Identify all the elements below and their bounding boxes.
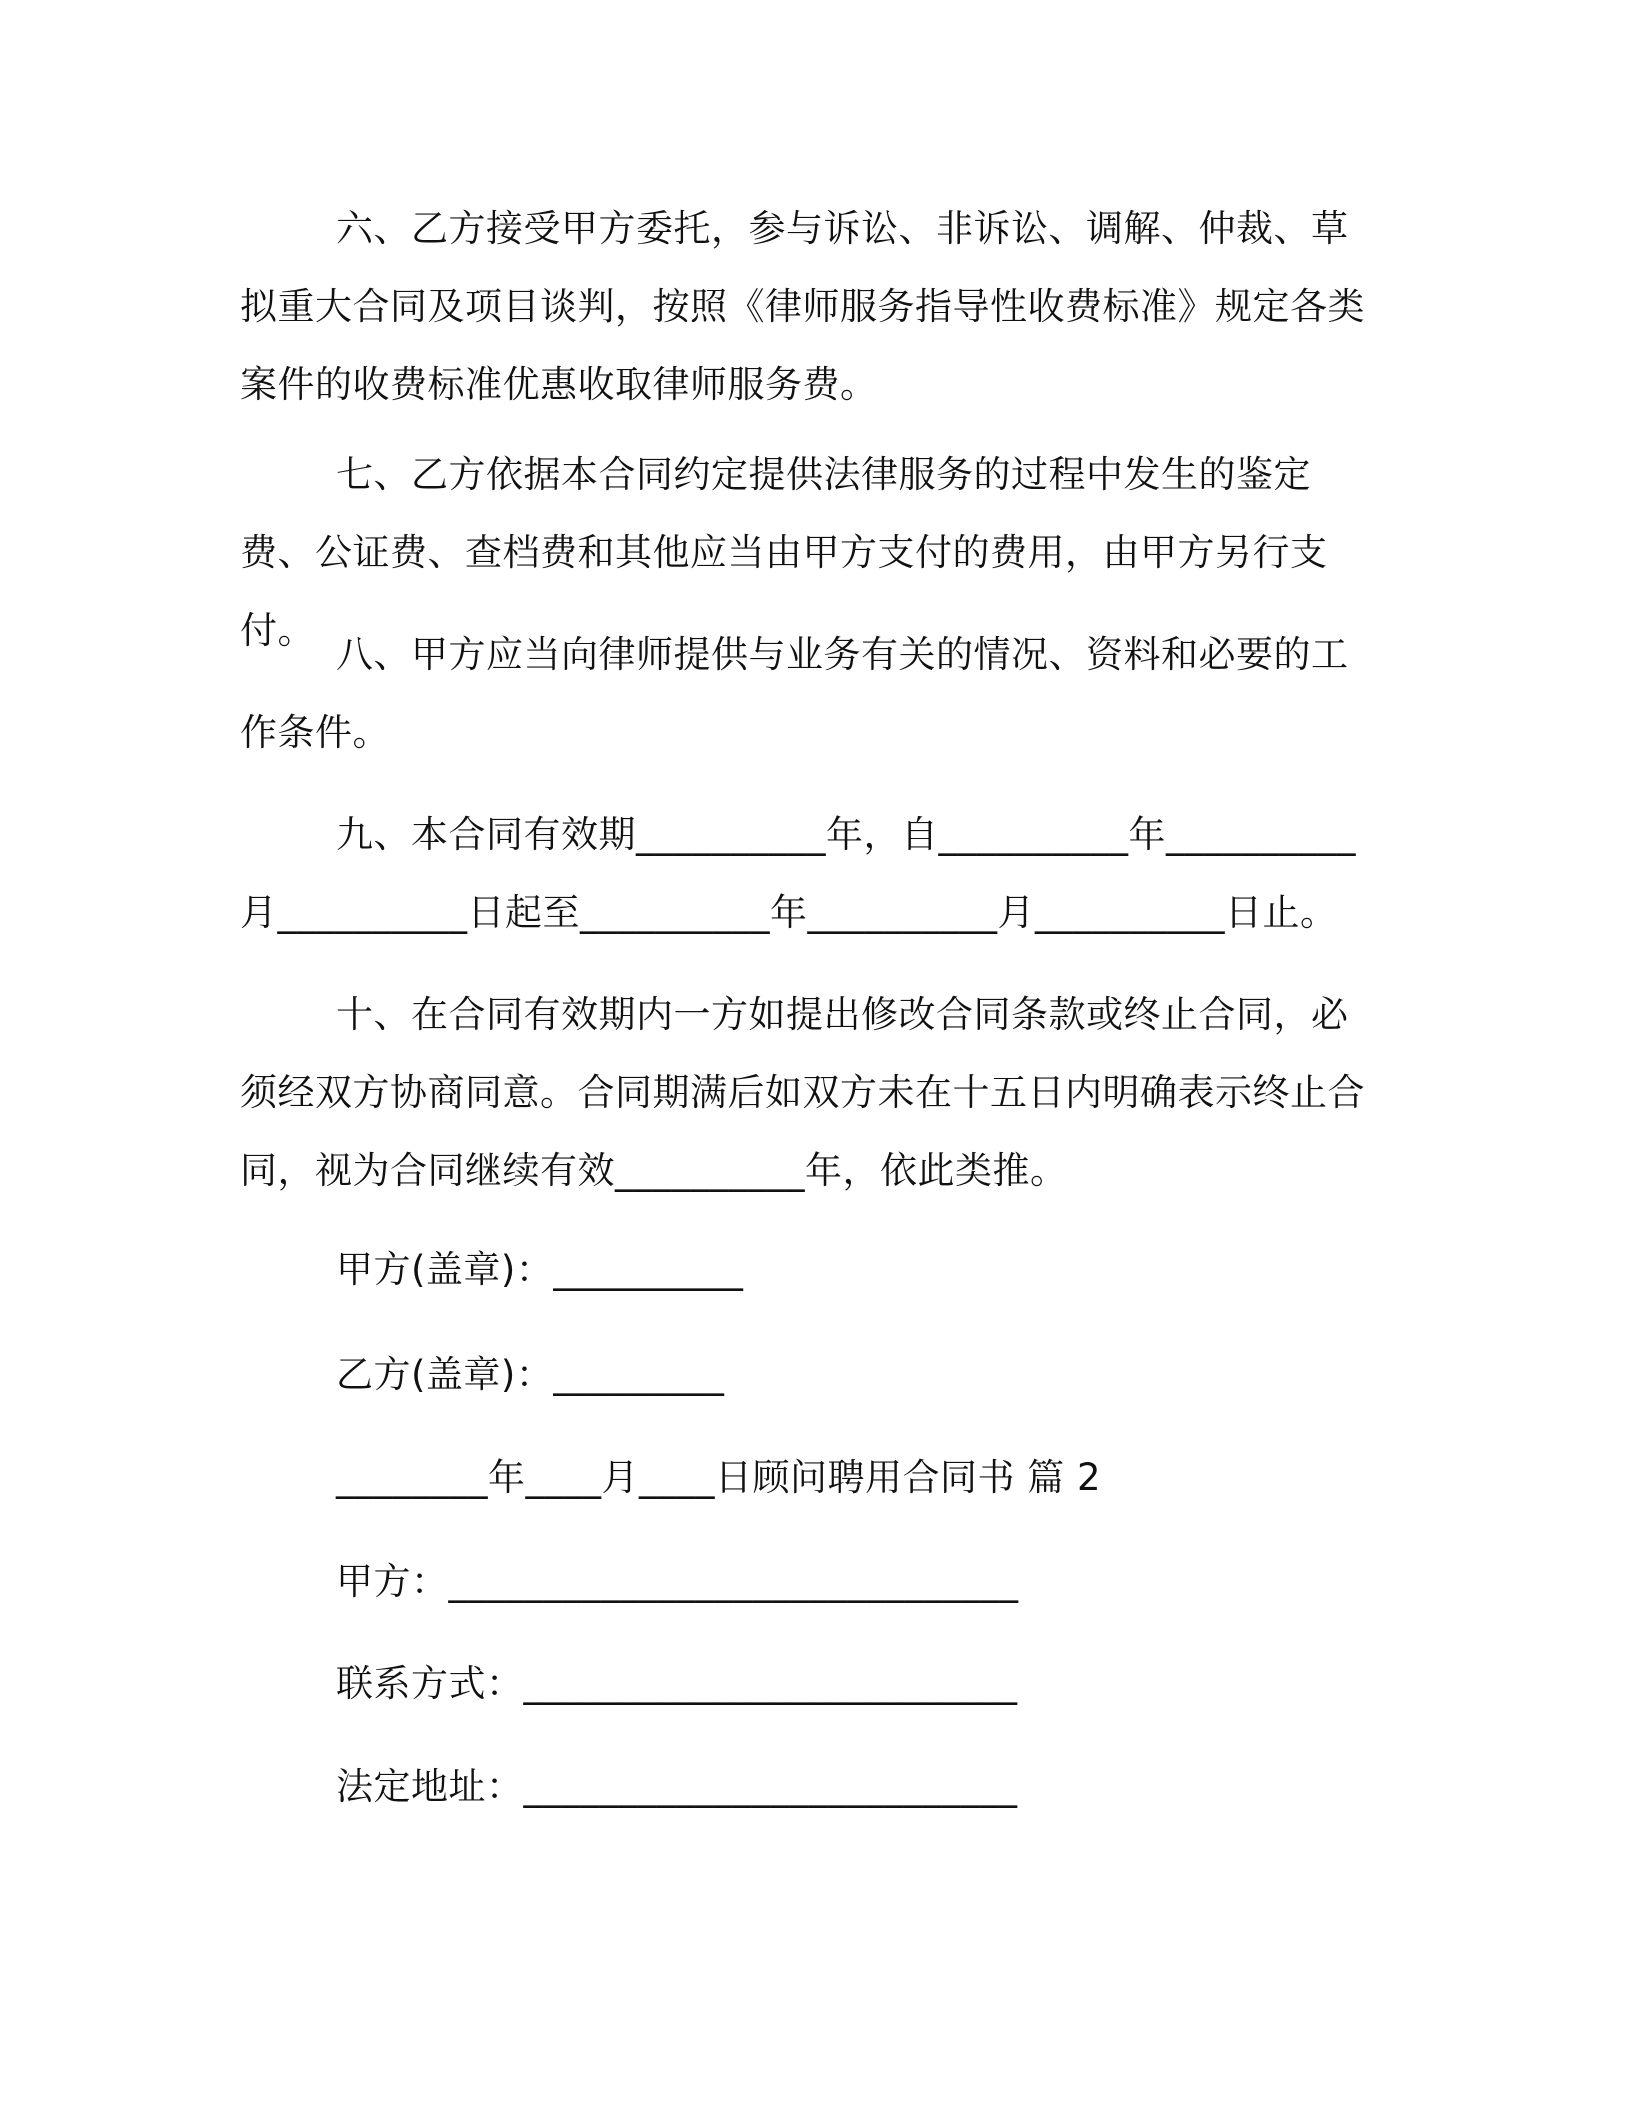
party-a-seal-line: 甲方(盖章)：__________	[336, 1248, 744, 1291]
document-page	[240, 0, 1380, 2112]
clause-ten: 十、在合同有效期内一方如提出修改合同条款或终止合同，必须经双方协商同意。合同期满后如双方未在十五日内明确表示终止合同，视为合同继续有效__________年，依此类推。	[240, 993, 1365, 1192]
clause-seven: 七、乙方依据本合同约定提供法律服务的过程中发生的鉴定费、公证费、查档费和其他应当由甲方支付的费用，由甲方另行支付。	[240, 453, 1328, 652]
clause-eight: 八、甲方应当向律师提供与业务有关的情况、资料和必要的工作条件。	[240, 633, 1349, 754]
party-a-name-line: 甲方：______________________________	[336, 1560, 1019, 1603]
date-title-line: ________年____月____日顾问聘用合同书 篇 2	[336, 1456, 1102, 1499]
contact-line: 联系方式：__________________________	[336, 1662, 1018, 1705]
party-b-seal-line: 乙方(盖章)：_________	[336, 1353, 725, 1396]
clause-six: 六、乙方接受甲方委托，参与诉讼、非诉讼、调解、仲裁、草拟重大合同及项目谈判，按照《律师服务指导性收费标准》规定各类案件的收费标准优惠收取律师服务费。	[240, 207, 1365, 406]
address-line: 法定地址：__________________________	[336, 1765, 1018, 1808]
clause-nine: 九、本合同有效期__________年，自__________年__________月__________日起至__________年__________月__________日止。	[240, 813, 1356, 934]
